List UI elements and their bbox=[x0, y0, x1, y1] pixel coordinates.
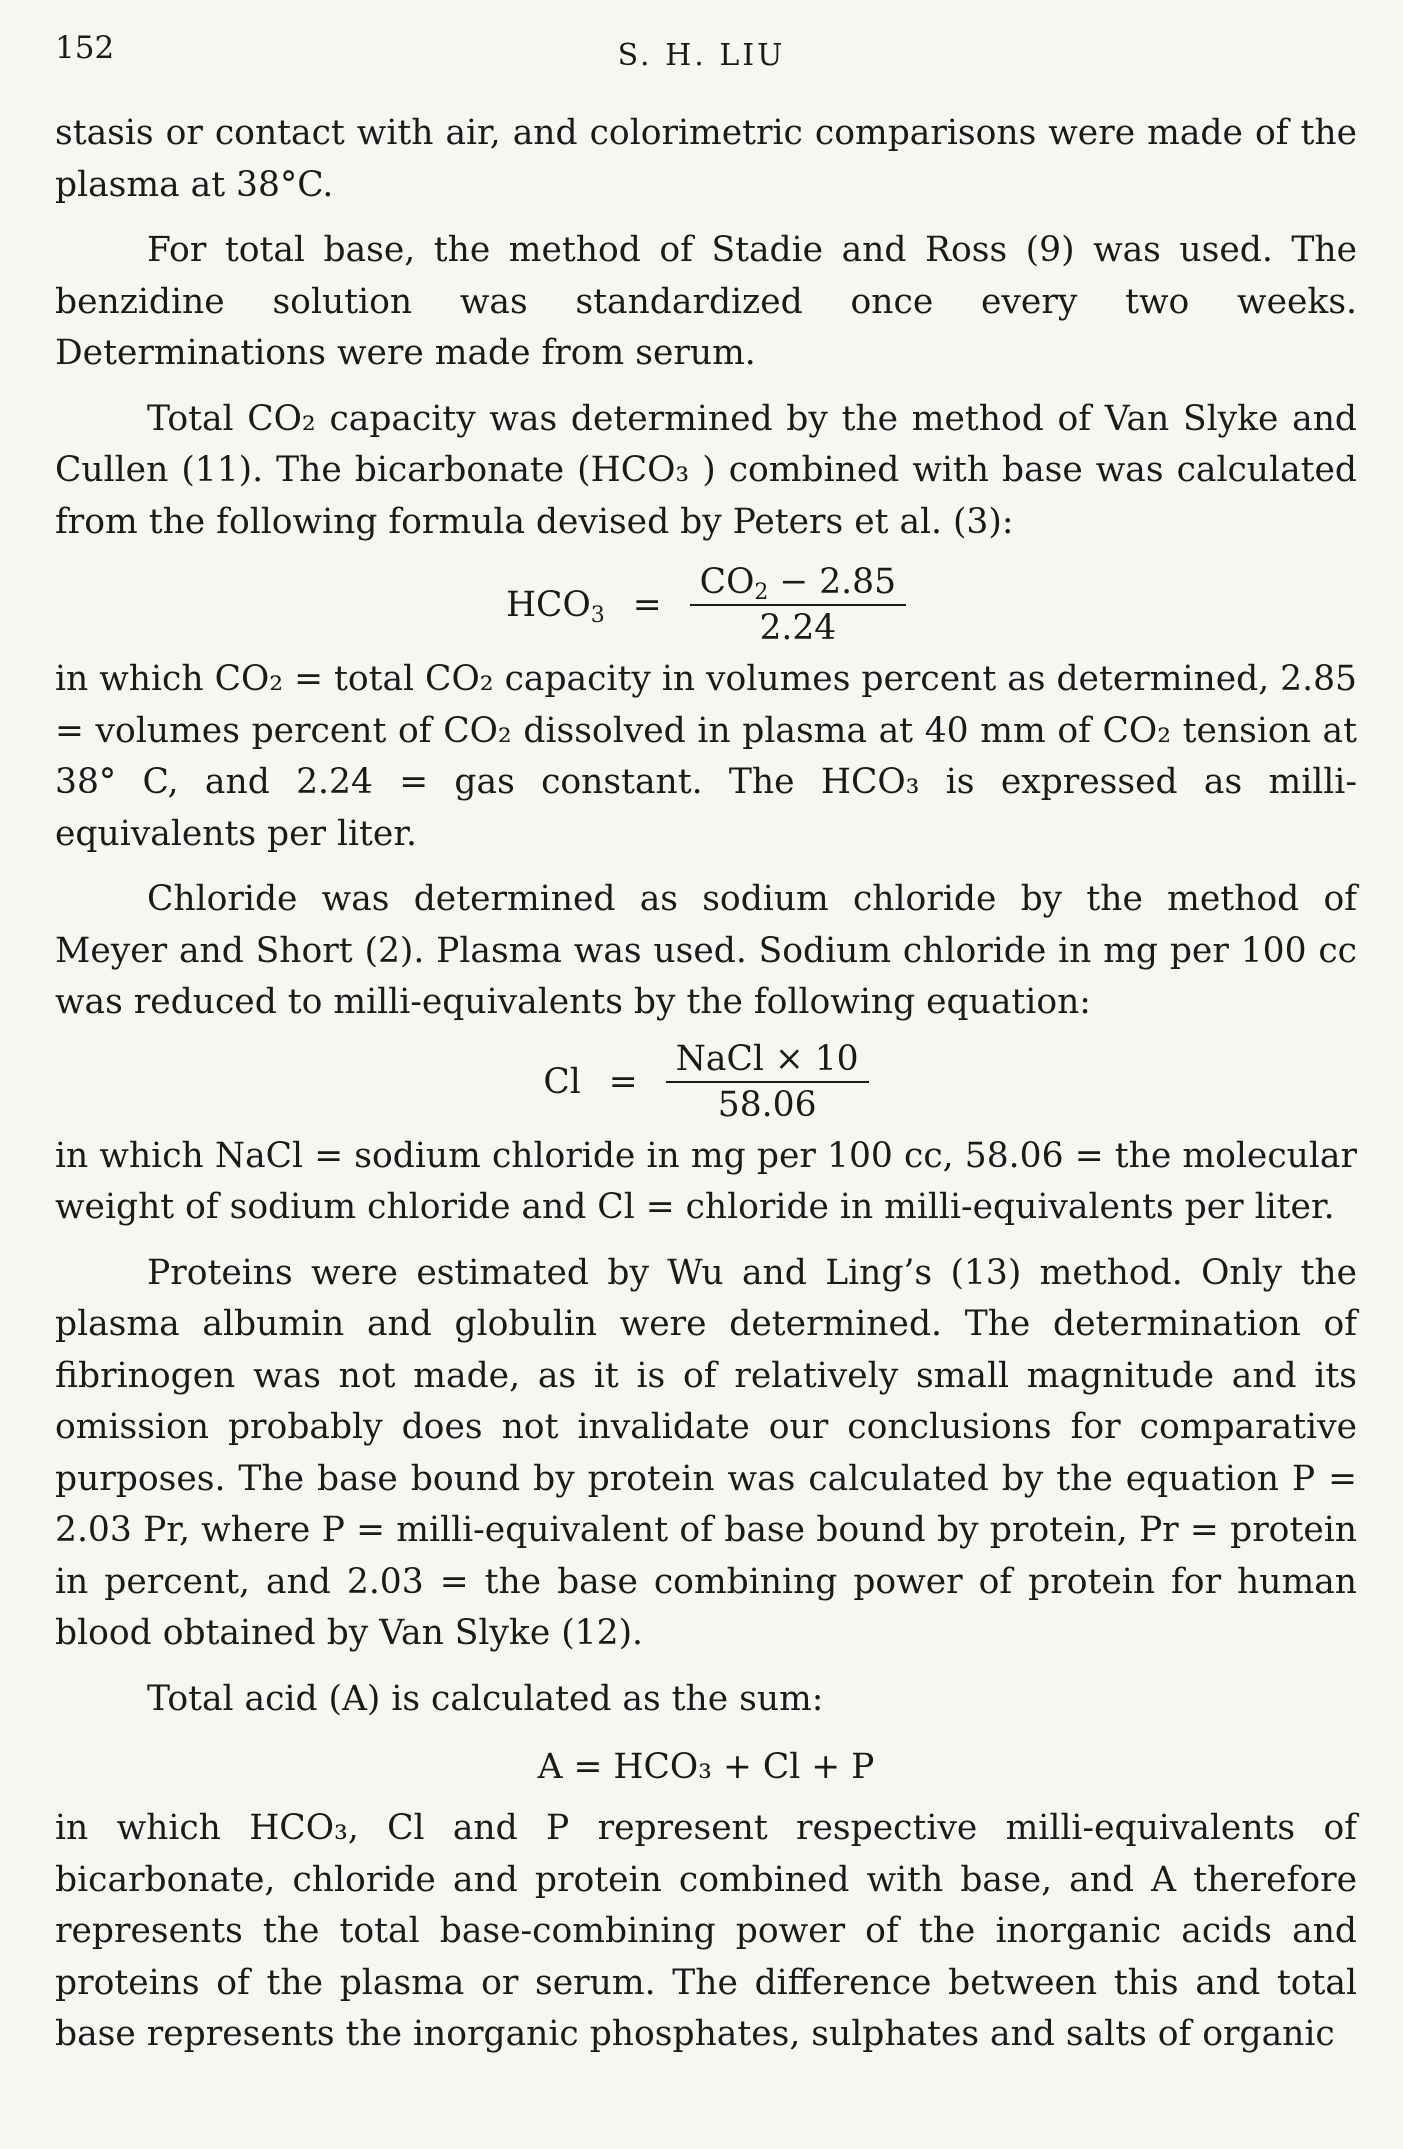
paragraph-plasma-comparison: stasis or contact with air, and colorimetric comparisons were made of the plasma at 38°C. bbox=[55, 113, 1357, 205]
formula-fraction bbox=[666, 1039, 869, 1125]
formula-bicarbonate bbox=[55, 562, 1357, 648]
paragraph-proteins: Proteins were estimated by Wu and Ling’s (13) method. Only the plasma albumin and globulin were determined. The determination of fibrinogen was not made, as it is of relatively small magnitude and its omission probably does not invalidate our conclusions for comparative purposes. The base bound by protein was calculated by the equation P = 2.03 Pr, where P = milli-equivalent of base bound by protein, Pr = protein in percent, and 2.03 = the base combining power of protein for human blood obtained by Van Slyke (12). bbox=[55, 1252, 1357, 1653]
formula-fraction bbox=[690, 562, 906, 648]
equals-sign: = bbox=[632, 585, 662, 625]
running-head: S. H. LIU bbox=[617, 38, 786, 73]
page-header bbox=[55, 30, 1348, 80]
paragraph-total-base: For total base, the method of Stadie and Ross (9) was used. The benzidine solution was standardized once every two weeks. Determinations were made from serum. bbox=[55, 230, 1357, 373]
paragraph-nacl-definitions: in which NaCl = sodium chloride in mg per 100 cc, 58.06 = the molecular weight of sodium chloride and Cl = chloride in milli-equivalents per liter. bbox=[55, 1135, 1357, 1227]
page-number: 152 bbox=[55, 30, 115, 66]
formula-total-acid: A = HCO₃ + Cl + P bbox=[537, 1747, 875, 1787]
article-body bbox=[55, 108, 1357, 2061]
formula-lhs: Cl bbox=[543, 1061, 581, 1102]
fraction-denominator: 2.24 bbox=[759, 608, 837, 648]
equals-sign: = bbox=[608, 1061, 638, 1102]
fraction-numerator: NaCl × 10 bbox=[666, 1039, 869, 1083]
fraction-numerator: $CO_2 - 2.85$ bbox=[690, 562, 906, 606]
paragraph-chloride: Chloride was determined as sodium chloride by the method of Meyer and Short (2). Plasma was used. Sodium chloride in mg per 100 cc was reduced to milli-equivalents by the following equation: bbox=[55, 879, 1357, 1022]
paragraph-acid-definitions: in which HCO₃, Cl and P represent respective milli-equivalents of bicarbonate, chloride and protein combined with base, and A therefore represents the total base-combining power of the inorganic acids and proteins of the plasma or serum. The difference between this and total base represents the inorganic phosphates, sulphates and salts of organic bbox=[55, 1808, 1357, 2054]
formula-chloride bbox=[55, 1039, 1357, 1125]
paragraph-total-acid: Total acid (A) is calculated as the sum: bbox=[147, 1678, 824, 1719]
fraction-denominator: 58.06 bbox=[717, 1084, 817, 1125]
formula-lhs: $HCO_3$ bbox=[505, 585, 605, 628]
paragraph-co2-capacity: Total CO₂ capacity was determined by the method of Van Slyke and Cullen (11). The bicarbonate (HCO₃ ) combined with base was calculated from the following formula devised by Peters et al. (3): bbox=[55, 398, 1357, 542]
paragraph-co2-definitions: in which CO₂ = total CO₂ capacity in volumes percent as determined, 2.85 = volumes percent of CO₂ dissolved in plasma at 40 mm of CO₂ tension at 38° C, and 2.24 = gas constant. The HCO₃ is expressed as milli-equivalents per liter. bbox=[55, 659, 1357, 854]
